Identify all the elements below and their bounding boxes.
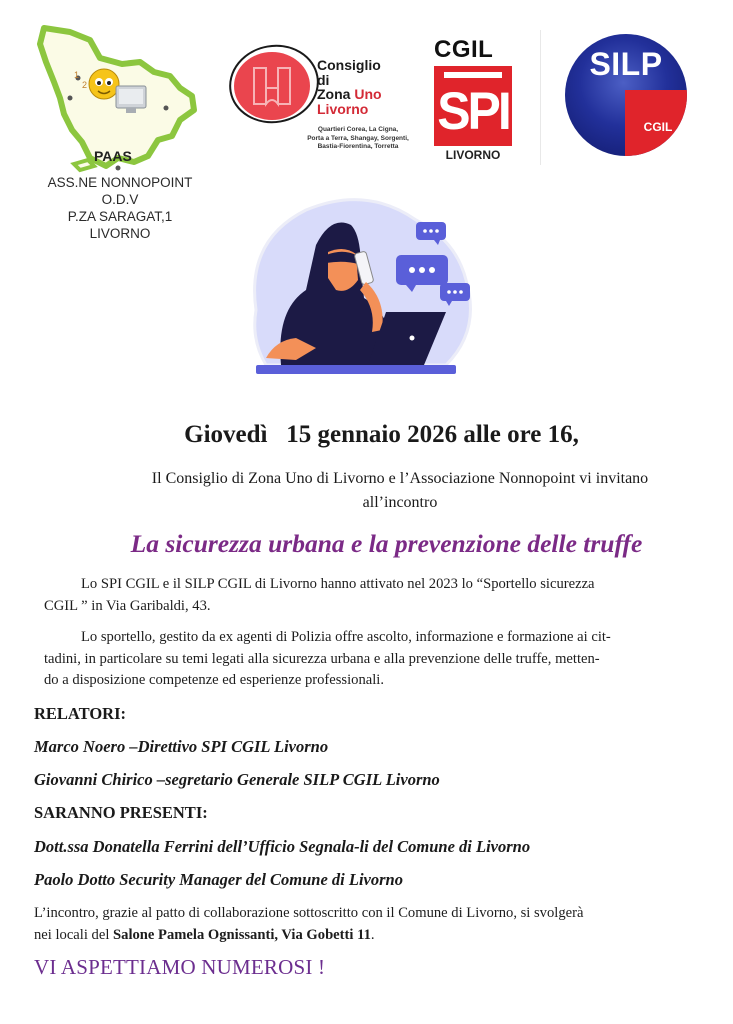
silp-cgil-logo xyxy=(565,34,687,156)
attendee-item: Dott.ssa Donatella Ferrini dell’Ufficio Segnala-li del Comune di Livorno xyxy=(34,837,531,856)
scammer-illustration xyxy=(236,190,486,385)
venue-name: Salone Pamela Ognissanti, Via Gobetti 11 xyxy=(113,927,371,943)
cgil-wordmark: CGIL xyxy=(434,36,494,63)
address-line: ASS.NE NONNOPOINT xyxy=(47,175,193,190)
address-line: O.D.V xyxy=(101,192,139,207)
consiglio-di-zona-logo xyxy=(222,38,422,163)
paas-nonnopoint-logo xyxy=(30,18,210,243)
attendee-item: Paolo Dotto Security Manager del Comune di Livorno xyxy=(34,870,403,889)
spi-cgil-logo xyxy=(432,36,516,166)
venue-paragraph: L’incontro, grazie al patto di collaborazione sottoscritto con il Comune di Livorno, si svolgerà nei locali del Salone Pamela Ognissanti, Via Gobetti 11. xyxy=(34,905,584,943)
presenti-heading: SARANNO PRESENTI: xyxy=(34,803,208,822)
spi-red-box xyxy=(434,66,512,146)
silp-wordmark: SILP xyxy=(589,46,663,82)
consiglio-title: Consiglio di Zona Uno Livorno xyxy=(317,57,382,117)
address-line: P.ZA SARAGAT,1 xyxy=(67,209,173,224)
logo-divider xyxy=(540,30,541,165)
association-address xyxy=(30,174,210,242)
event-title: La sicurezza urbana e la prevenzione delle truffe xyxy=(130,529,643,558)
spi-city: LIVORNO xyxy=(445,148,501,162)
silp-cgil-label: CGIL xyxy=(643,120,673,134)
consiglio-neighborhoods: Quartieri Corea, La Cigna, Porta a Terra, Shangay, Sorgenti, Bastia-Fiorentina, Torretta xyxy=(307,126,409,150)
spi-wordmark: SPI xyxy=(437,81,509,141)
speaker-item: Giovanni Chirico –segretario Generale SILP CGIL Livorno xyxy=(34,770,440,789)
address-line: LIVORNO xyxy=(89,226,151,241)
fortress-icon xyxy=(222,38,322,138)
svg-text:1: 1 xyxy=(74,70,80,80)
paragraph-sportello-description: Lo sportello, gestito da ex agenti di Polizia offre ascolto, informazione e formazione ai cit- tadini, in particolare su temi legati alla sicurezza urbana e alla prevenzione delle truffe, metten- do a disposizione competenze ed esperienze professionali. xyxy=(44,629,611,688)
relatori-heading: RELATORI: xyxy=(34,704,126,723)
paas-label: PAAS xyxy=(94,148,132,164)
svg-text:2: 2 xyxy=(82,80,88,90)
invitation-text: Il Consiglio di Zona Uno di Livorno e l’Associazione Nonnopoint vi invitano all’incontro xyxy=(151,470,649,511)
speaker-item: Marco Noero –Direttivo SPI CGIL Livorno xyxy=(34,737,329,756)
event-date: Giovedì 15 gennaio 2026 alle ore 16, xyxy=(184,421,579,448)
paragraph-sportello-intro: Lo SPI CGIL e il SILP CGIL di Livorno hanno attivato nel 2023 lo “Sportello sicurezza CGIL ” in Via Garibaldi, 43. xyxy=(44,576,595,614)
call-to-action: VI ASPETTIAMO NUMEROSI ! xyxy=(34,955,326,979)
hooded-scammer-icon xyxy=(236,190,486,385)
